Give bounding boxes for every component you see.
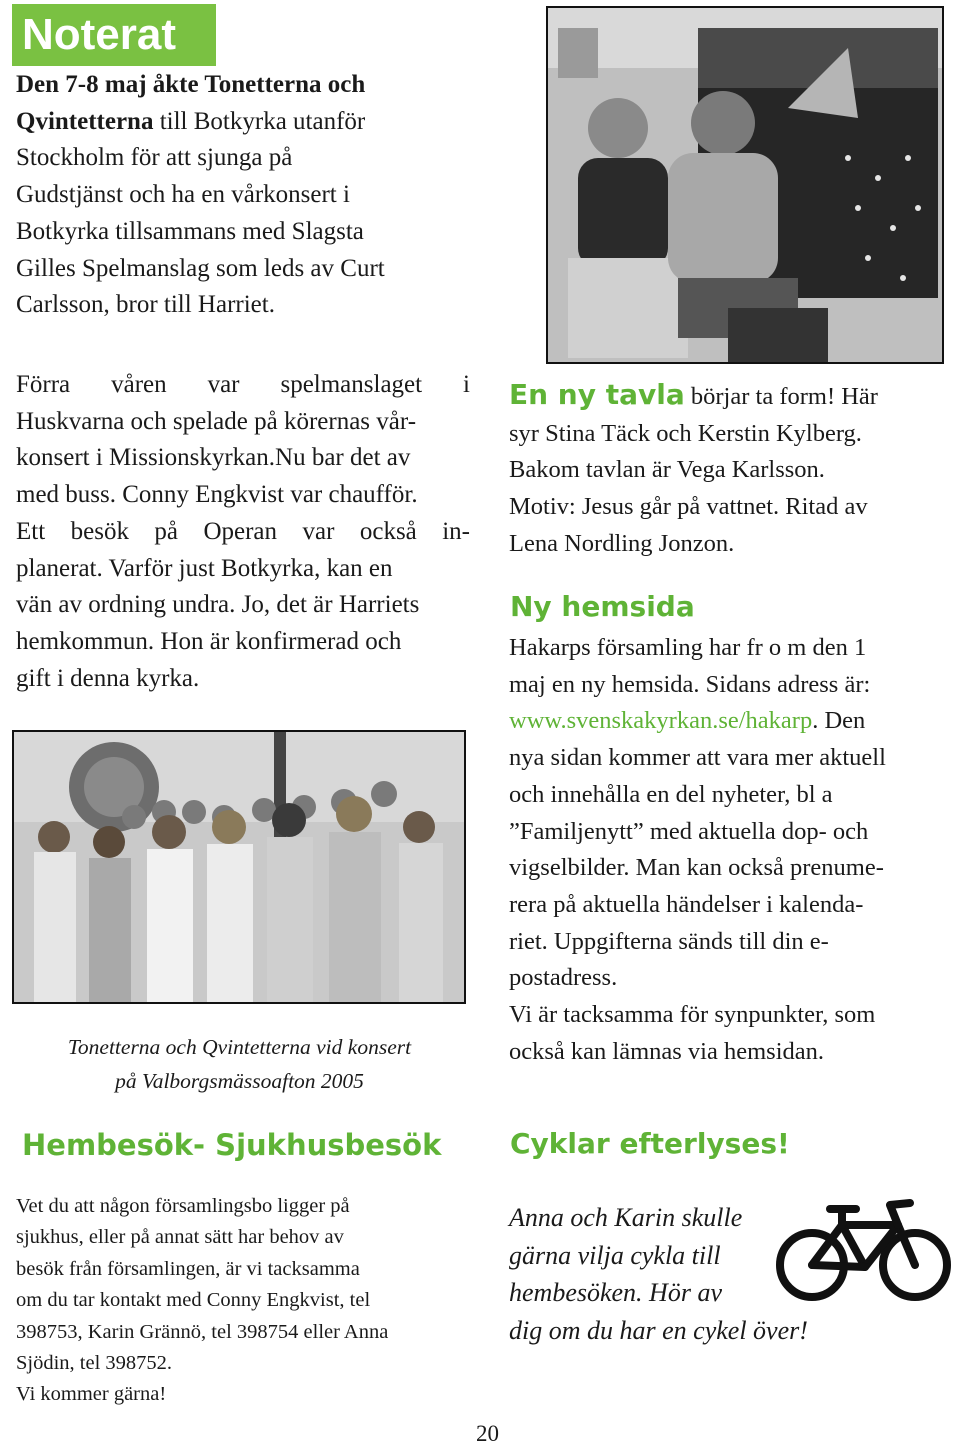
- p2-line: gift i denna kyrka.: [16, 664, 200, 692]
- p1-line-2: [16, 104, 456, 141]
- hembesok-line: besök från församlingen, är vi tacksamma: [16, 1257, 360, 1280]
- tavla-line: Lena Nordling Jonzon.: [509, 529, 735, 557]
- hemsida-line: nya sidan kommer att vara mer aktuell: [509, 744, 886, 772]
- hembesok-text: [16, 1191, 388, 1411]
- p1-line: Stockholm för att sjunga på: [16, 144, 293, 172]
- hemsida-line: riet. Uppgifterna sänds till din e-: [509, 927, 829, 955]
- choir-photo: [12, 730, 466, 1004]
- noterat-title: Noterat: [22, 10, 177, 59]
- p1-line: Botkyrka tillsammans med Slagsta: [16, 217, 364, 245]
- hembesok-heading: Hembesök- Sjukhusbesök: [22, 1128, 442, 1162]
- hembesok-line: 398753, Karin Grännö, tel 398754 eller Anna: [16, 1320, 389, 1343]
- p1-line-2-rest: till Botkyrka utanför: [153, 107, 366, 135]
- hemsida-link-line: [509, 703, 886, 740]
- p1-line: Gudstjänst och ha en vårkonsert i: [16, 181, 350, 209]
- tapestry-photo-illustration: [548, 8, 942, 362]
- hemsida-line: ”Familjenytt” med aktuella dop- och: [509, 817, 869, 845]
- caption-line-1: Tonetterna och Qvintetterna vid konsert: [67, 1035, 412, 1059]
- cyklar-line: gärna vilja cykla till: [509, 1240, 721, 1270]
- caption-line-2: på Valborgsmässoafton 2005: [115, 1069, 364, 1093]
- hemsida-line: och innehålla en del nyheter, bl a: [509, 780, 833, 808]
- hembesok-line: om du tar kontakt med Conny Engkvist, tel: [16, 1289, 371, 1312]
- cyklar-line: hembesöken. Hör av: [509, 1278, 722, 1307]
- hemsida-line: Vi är tacksamma för synpunkter, som: [509, 1001, 876, 1029]
- p1-line: Carlsson, bror till Harriet.: [16, 291, 275, 319]
- hemsida-line: vigselbilder. Man kan också prenume-: [509, 854, 884, 882]
- p2-line: vän av ordning undra. Jo, det är Harriets: [16, 591, 420, 619]
- choir-photo-illustration: [14, 732, 464, 1002]
- hemsida-line: maj en ny hemsida. Sidans adress är:: [509, 670, 871, 698]
- noterat-paragraph-1: [16, 67, 456, 324]
- tapestry-photo: [546, 6, 944, 364]
- hemsida-link[interactable]: www.svenskakyrkan.se/hakarp: [509, 707, 813, 735]
- p2-line: Förra våren var spelmanslaget i: [16, 371, 470, 398]
- cyklar-text: [509, 1199, 808, 1349]
- cyklar-line: dig om du har en cykel över!: [509, 1315, 808, 1345]
- hemsida-line: också kan lämnas via hemsidan.: [509, 1037, 825, 1065]
- tavla-line-1: [509, 377, 878, 416]
- hemsida-text: [509, 630, 886, 1070]
- hembesok-line: Vet du att någon församlingsbo ligger på: [16, 1195, 350, 1217]
- tavla-section: [509, 377, 878, 563]
- p2-line: konsert i Missionskyrkan.Nu bar det av: [16, 444, 411, 472]
- qvintetterna-bold: Qvintetterna: [16, 107, 154, 135]
- choir-photo-caption: [12, 1030, 467, 1098]
- tavla-line: syr Stina Täck och Kerstin Kylberg.: [509, 419, 862, 447]
- hemsida-link-rest: . Den: [812, 707, 866, 735]
- hemsida-line: rera på aktuella händelser i kalenda-: [509, 890, 864, 918]
- hemsida-line: Hakarps församling har fr o m den 1: [509, 634, 867, 661]
- tavla-line: Motiv: Jesus går på vattnet. Ritad av: [509, 493, 868, 521]
- bicycle-icon: [770, 1195, 956, 1307]
- noterat-paragraph-2: [16, 367, 470, 697]
- p2-line: med buss. Conny Engkvist var chaufför.: [16, 481, 418, 509]
- bicycle-icon-svg: [770, 1195, 956, 1307]
- hemsida-line: postadress.: [509, 964, 618, 992]
- tavla-heading: En ny tavla: [509, 378, 685, 411]
- hembesok-line: Sjödin, tel 398752.: [16, 1352, 173, 1375]
- hemsida-heading: Ny hemsida: [510, 590, 695, 623]
- hembesok-line: sjukhus, eller på annat sätt har behov av: [16, 1226, 344, 1249]
- page-number: 20: [476, 1421, 499, 1446]
- p1-line: Gilles Spelmanslag som leds av Curt: [16, 254, 385, 282]
- cyklar-line: Anna och Karin skulle: [509, 1203, 743, 1232]
- p2-line: planerat. Varför just Botkyrka, kan en: [16, 554, 393, 582]
- p2-line: hemkommun. Hon är konfirmerad och: [16, 627, 402, 655]
- p1-line-1: Den 7-8 maj åkte Tonetterna och: [16, 71, 366, 98]
- tavla-line: Bakom tavlan är Vega Karlsson.: [509, 456, 825, 484]
- tavla-line-1-rest: börjar ta form! Här: [684, 383, 878, 410]
- p2-line: Ett besök på Operan var också in-: [16, 517, 470, 545]
- p2-line: Huskvarna och spelade på körernas vår-: [16, 407, 417, 435]
- hembesok-line: Vi kommer gärna!: [16, 1383, 167, 1406]
- cyklar-heading: Cyklar efterlyses!: [510, 1127, 790, 1160]
